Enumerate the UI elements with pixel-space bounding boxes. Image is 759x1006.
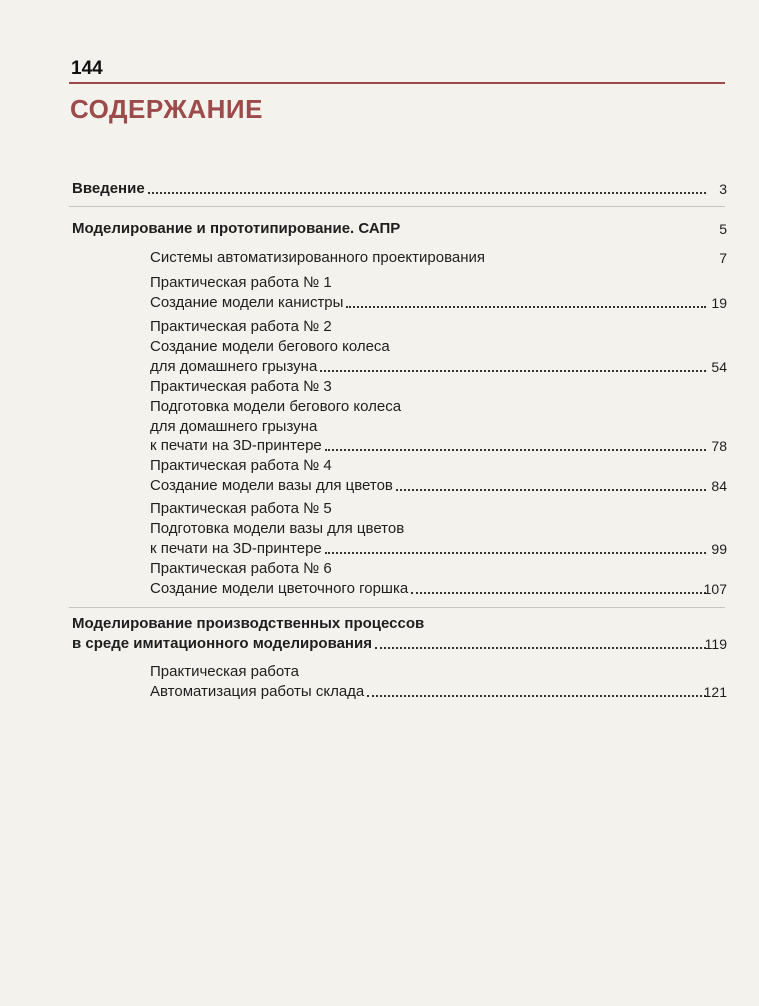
leader-dots xyxy=(367,695,706,697)
leader-dots xyxy=(148,192,706,194)
toc-entry-subtitle: Практическая работа № 5 xyxy=(150,500,332,517)
toc-page-number: 99 xyxy=(711,541,727,557)
toc-entry-label: Введение xyxy=(72,180,145,197)
toc-entry-label: Системы автоматизированного проектирования xyxy=(150,249,486,266)
toc-entry-subtitle: Практическая работа № 6 xyxy=(150,560,332,577)
toc-entry-label-cont: для домашнего грызуна xyxy=(150,358,318,375)
toc-entry-label: Подготовка модели вазы для цветов xyxy=(150,520,405,537)
toc-entry-subtitle: Практическая работа № 2 xyxy=(150,318,332,335)
toc-page-number: 54 xyxy=(711,359,727,375)
toc-entry-subtitle: Практическая работа xyxy=(150,663,299,680)
leader-dots xyxy=(396,489,706,491)
toc-page-number: 5 xyxy=(719,221,727,237)
divider xyxy=(69,607,725,608)
toc-page-number: 7 xyxy=(719,250,727,266)
toc-page-number: 107 xyxy=(703,581,727,597)
header-rule xyxy=(69,82,725,84)
leader-dots xyxy=(375,647,706,649)
toc-page-number: 121 xyxy=(703,684,727,700)
toc-page-number: 119 xyxy=(704,636,727,652)
toc-entry-label: Создание модели бегового колеса xyxy=(150,338,390,355)
leader-dots xyxy=(325,449,706,451)
leader-dots xyxy=(325,552,706,554)
toc-section-label: Моделирование производственных процессов xyxy=(72,615,425,632)
leader-dots xyxy=(346,306,706,308)
toc-page-number: 19 xyxy=(711,295,727,311)
toc-entry-label-cont: для домашнего грызуна xyxy=(150,418,318,435)
toc-entry-subtitle: Практическая работа № 3 xyxy=(150,378,332,395)
toc-entry-label: Создание модели цветочного горшка xyxy=(150,580,409,597)
toc-page-number: 84 xyxy=(711,478,727,494)
toc-page-number: 3 xyxy=(719,181,727,197)
toc-entry-subtitle: Практическая работа № 4 xyxy=(150,457,332,474)
toc-entry-label-cont: к печати на 3D-принтере xyxy=(150,540,322,557)
toc-entry-label-cont: к печати на 3D-принтере xyxy=(150,437,322,454)
toc-section-label-cont: в среде имитационного моделирования xyxy=(72,635,372,652)
toc-entry-label: Создание модели вазы для цветов xyxy=(150,477,393,494)
toc-entry-subtitle: Практическая работа № 1 xyxy=(150,274,332,291)
divider xyxy=(69,206,725,207)
leader-dots xyxy=(320,370,706,372)
leader-dots xyxy=(411,592,706,594)
toc-page-number: 78 xyxy=(711,438,727,454)
page-number: 144 xyxy=(71,58,103,79)
toc-entry-label: Автоматизация работы склада xyxy=(150,683,365,700)
toc-entry-label: Создание модели канистры xyxy=(150,294,344,311)
toc-section-label: Моделирование и прототипирование. САПР xyxy=(72,220,401,237)
toc-entry-label: Подготовка модели бегового колеса xyxy=(150,398,402,415)
page-title: СОДЕРЖАНИЕ xyxy=(70,94,263,124)
